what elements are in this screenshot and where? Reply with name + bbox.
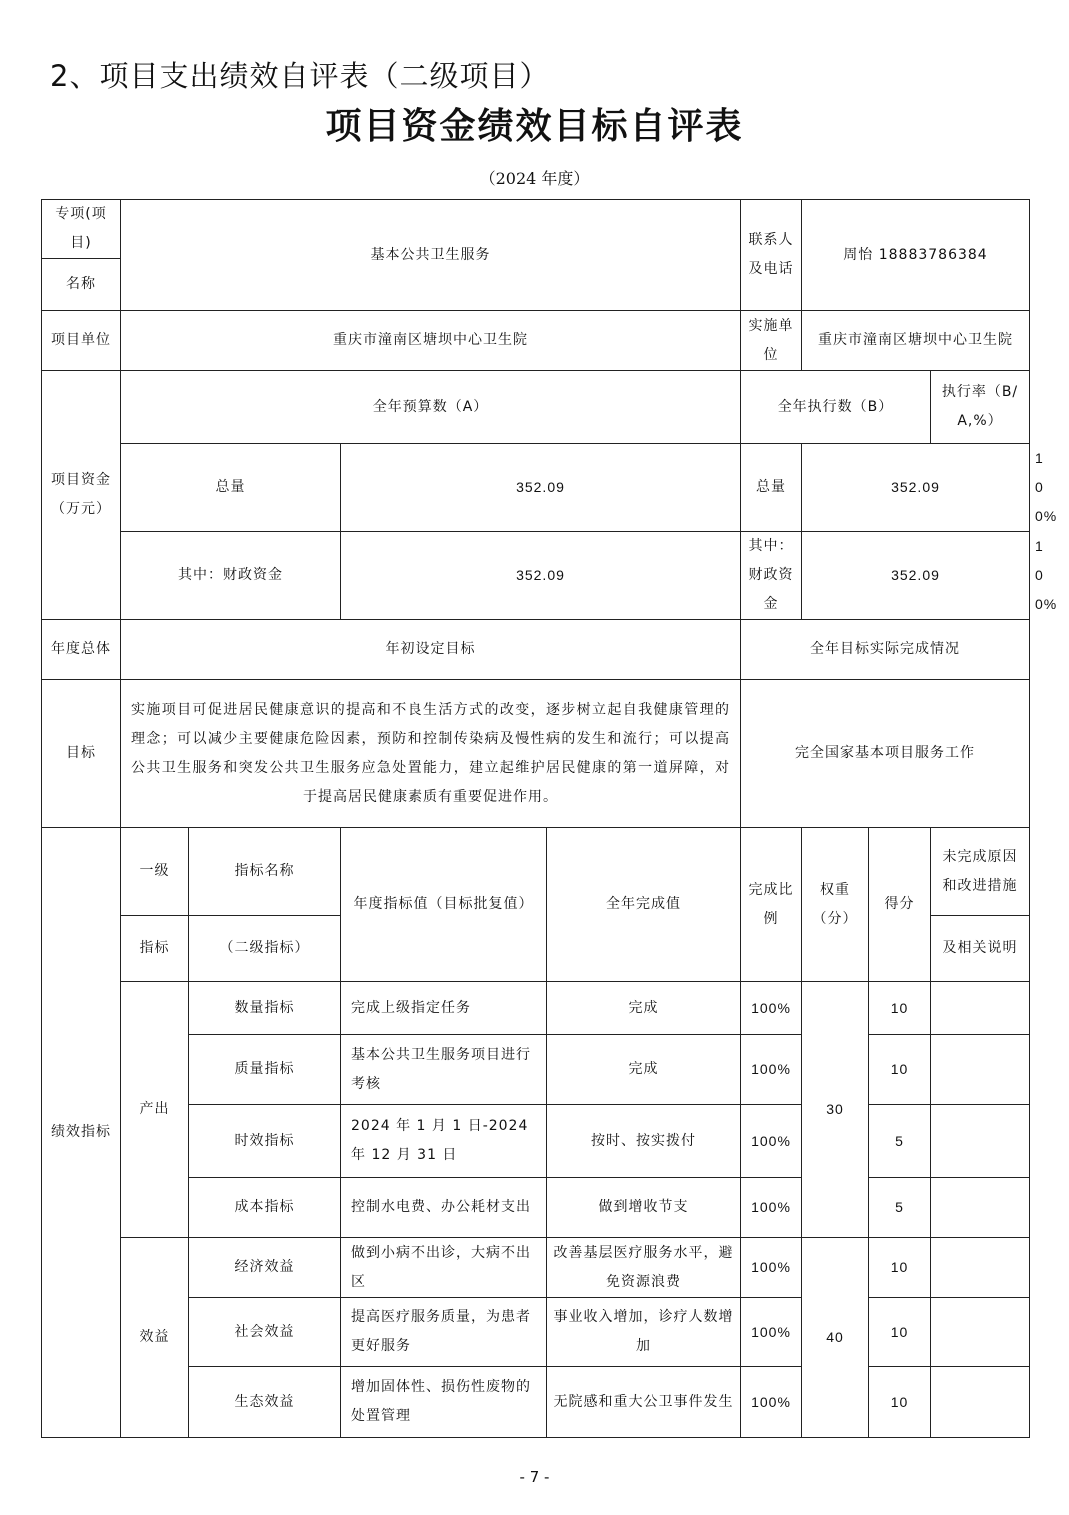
- table-row: [42, 1105, 1030, 1178]
- indicator-score: 10: [869, 1238, 931, 1298]
- project-name-label-2: 名称: [42, 259, 121, 311]
- indicator-name: 生态效益: [189, 1367, 341, 1438]
- goal-set-text: 实施项目可促进居民健康意识的提高和不良生活方式的改变，逐步树立起自我健康管理的理念；可以减少主要健康危险因素，预防和控制传染病及慢性病的发生和流行；可以提高公共卫生服务和突发公共卫生服务应急处置能力，建立起维护居民健康的第一道屏障，对于提高居民健康素质有重要促进作用。: [121, 680, 741, 828]
- impl-unit-label: 实施单位: [741, 311, 802, 371]
- indicator-name: 社会效益: [189, 1298, 341, 1367]
- indicator-target: 增加固体性、损伤性废物的处置管理: [341, 1367, 547, 1438]
- indicator-score: 5: [869, 1178, 931, 1238]
- table-row: [42, 982, 1030, 1035]
- page-title: 项目资金绩效目标自评表: [325, 106, 744, 147]
- project-name: 基本公共卫生服务: [121, 200, 741, 311]
- page-number: - 7 -: [519, 1468, 550, 1486]
- self-evaluation-table: [41, 199, 1058, 1438]
- table-row: [42, 200, 1030, 259]
- indicator-ratio: 100%: [741, 1035, 802, 1105]
- fund-exec-label: 其中：财政资金: [741, 532, 802, 620]
- indicator-target: 控制水电费、办公耗材支出: [341, 1178, 547, 1238]
- fund-row-label: 其中：财政资金: [121, 532, 341, 620]
- fund-exec-value: 352.09: [802, 444, 1030, 532]
- contact-label: 联系人及电话: [741, 200, 802, 311]
- indicator-name: 数量指标: [189, 982, 341, 1035]
- fund-budget-value: 352.09: [341, 532, 741, 620]
- indicator-name: 时效指标: [189, 1105, 341, 1178]
- actual-header: 全年完成值: [547, 828, 741, 982]
- indicator-reason: [931, 1035, 1030, 1105]
- indicator-ratio: 100%: [741, 1298, 802, 1367]
- indicator-reason: [931, 1298, 1030, 1367]
- table-row: [42, 1367, 1030, 1438]
- indicator-score: 10: [869, 982, 931, 1035]
- fund-budget-value: 352.09: [341, 444, 741, 532]
- project-unit-label: 项目单位: [42, 311, 121, 371]
- level1-header: 一级: [121, 828, 189, 916]
- name-header-2: （二级指标）: [189, 916, 341, 982]
- group-name: 产出: [121, 982, 189, 1238]
- indicator-actual: 改善基层医疗服务水平，避免资源浪费: [547, 1238, 741, 1298]
- indicator-actual: 完成: [547, 1035, 741, 1105]
- indicator-ratio: 100%: [741, 982, 802, 1035]
- indicator-reason: [931, 1178, 1030, 1238]
- fiscal-year: （2024 年度）: [479, 169, 590, 188]
- level1-header-2: 指标: [121, 916, 189, 982]
- table-row: [42, 1238, 1030, 1298]
- fund-exec-value: 352.09: [802, 532, 1030, 620]
- indicator-score: 10: [869, 1298, 931, 1367]
- indicator-target: 提高医疗服务质量，为患者更好服务: [341, 1298, 547, 1367]
- section-title: 2、项目支出绩效自评表（二级项目）: [50, 59, 550, 93]
- goal-label-2: 目标: [42, 680, 121, 828]
- contact-value: 周怡 18883786384: [802, 200, 1030, 311]
- indicator-name: 质量指标: [189, 1035, 341, 1105]
- table-row: [42, 828, 1030, 916]
- indicator-actual: 按时、按实拨付: [547, 1105, 741, 1178]
- project-name-label: 专项(项目): [42, 200, 121, 259]
- group-weight: 40: [802, 1238, 869, 1438]
- table-row: [42, 1035, 1030, 1105]
- name-header: 指标名称: [189, 828, 341, 916]
- table-row: 其中：财政资金 352.09 其中：财政资金 352.09 100%: [42, 532, 1030, 620]
- indicator-actual: 完成: [547, 982, 741, 1035]
- score-header: 得分: [869, 828, 931, 982]
- goal-actual-text: 完全国家基本项目服务工作: [741, 680, 1030, 828]
- indicator-score: 10: [869, 1035, 931, 1105]
- table-row: [42, 371, 1030, 444]
- target-header: 年度指标值（目标批复值）: [341, 828, 547, 982]
- table-row: 总量 352.09 总量 352.09 100%: [42, 444, 1030, 532]
- goal-actual-header: 全年目标实际完成情况: [741, 620, 1030, 680]
- indicators-label: 绩效指标: [42, 828, 121, 1438]
- funds-label: 项目资金（万元）: [42, 371, 121, 620]
- project-unit: 重庆市潼南区塘坝中心卫生院: [121, 311, 741, 371]
- budget-header: 全年预算数（A）: [121, 371, 741, 444]
- group-weight: 30: [802, 982, 869, 1238]
- reason-header: 未完成原因和改进措施: [931, 828, 1030, 916]
- indicator-name: 经济效益: [189, 1238, 341, 1298]
- weight-header: 权重（分）: [802, 828, 869, 982]
- indicator-target: 做到小病不出诊，大病不出区: [341, 1238, 547, 1298]
- indicator-actual: 事业收入增加，诊疗人数增加: [547, 1298, 741, 1367]
- fund-row-label: 总量: [121, 444, 341, 532]
- indicator-ratio: 100%: [741, 1105, 802, 1178]
- group-name: 效益: [121, 1238, 189, 1438]
- table-row: [42, 1178, 1030, 1238]
- indicator-reason: [931, 1367, 1030, 1438]
- indicator-name: 成本指标: [189, 1178, 341, 1238]
- table-row: [42, 311, 1030, 371]
- indicator-ratio: 100%: [741, 1238, 802, 1298]
- indicator-reason: [931, 1105, 1030, 1178]
- indicator-target: 2024 年 1 月 1 日-2024 年 12 月 31 日: [341, 1105, 547, 1178]
- indicator-target: 完成上级指定任务: [341, 982, 547, 1035]
- indicator-actual: 做到增收节支: [547, 1178, 741, 1238]
- goal-label: 年度总体: [42, 620, 121, 680]
- indicator-reason: [931, 1238, 1030, 1298]
- goal-set-header: 年初设定目标: [121, 620, 741, 680]
- indicator-reason: [931, 982, 1030, 1035]
- table-row: [42, 1298, 1030, 1367]
- impl-unit: 重庆市潼南区塘坝中心卫生院: [802, 311, 1030, 371]
- indicator-ratio: 100%: [741, 1178, 802, 1238]
- table-row: [42, 620, 1030, 680]
- ratio-header: 完成比例: [741, 828, 802, 982]
- indicator-score: 5: [869, 1105, 931, 1178]
- indicator-actual: 无院感和重大公卫事件发生: [547, 1367, 741, 1438]
- indicator-ratio: 100%: [741, 1367, 802, 1438]
- exec-header: 全年执行数（B）: [741, 371, 931, 444]
- reason-header-2: 及相关说明: [931, 916, 1030, 982]
- table-row: [42, 680, 1030, 828]
- indicator-score: 10: [869, 1367, 931, 1438]
- indicator-target: 基本公共卫生服务项目进行考核: [341, 1035, 547, 1105]
- fund-exec-label: 总量: [741, 444, 802, 532]
- rate-header: 执行率（B/A,%）: [931, 371, 1030, 444]
